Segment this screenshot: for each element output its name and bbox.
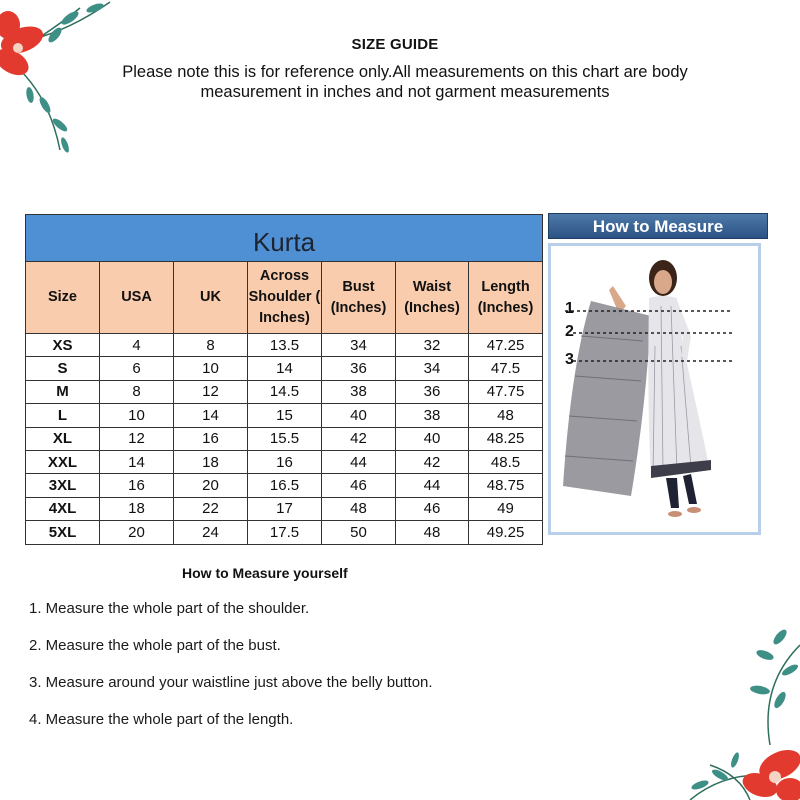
table-cell: 16.5 <box>248 474 322 497</box>
table-cell: 48.5 <box>469 450 543 473</box>
table-cell: 10 <box>174 357 248 380</box>
list-item: 2. Measure the whole part of the bust. <box>29 637 281 654</box>
table-cell: 44 <box>396 474 469 497</box>
table-cell: 48.75 <box>469 474 543 497</box>
marker-3: 3 <box>565 351 574 368</box>
table-cell: 12 <box>100 427 174 450</box>
table-cell: 14 <box>248 357 322 380</box>
table-cell: 18 <box>100 497 174 520</box>
table-cell: 20 <box>174 474 248 497</box>
table-cell: 16 <box>100 474 174 497</box>
size-cell: XL <box>26 427 100 450</box>
table-cell: 48 <box>322 497 396 520</box>
table-cell: 17.5 <box>248 521 322 544</box>
table-cell: 46 <box>322 474 396 497</box>
table-row <box>26 404 543 427</box>
marker-2: 2 <box>565 323 574 340</box>
page-title: SIZE GUIDE <box>351 36 439 53</box>
size-chart-table <box>25 214 543 545</box>
size-cell: XS <box>26 334 100 357</box>
table-cell: 18 <box>174 450 248 473</box>
column-header: USA <box>100 262 174 334</box>
table-cell: 6 <box>100 357 174 380</box>
table-cell: 14.5 <box>248 380 322 403</box>
table-cell: 36 <box>322 357 396 380</box>
instructions-list <box>29 600 433 748</box>
table-cell: 22 <box>174 497 248 520</box>
table-cell: 32 <box>396 334 469 357</box>
column-header: Waist (Inches) <box>396 262 469 334</box>
table-row <box>26 427 543 450</box>
table-cell: 50 <box>322 521 396 544</box>
size-cell: L <box>26 404 100 427</box>
column-header: UK <box>174 262 248 334</box>
size-cell: 4XL <box>26 497 100 520</box>
table-cell: 46 <box>396 497 469 520</box>
table-cell: 48 <box>396 521 469 544</box>
table-cell: 38 <box>396 404 469 427</box>
table-cell: 10 <box>100 404 174 427</box>
table-cell: 14 <box>174 404 248 427</box>
size-cell: XXL <box>26 450 100 473</box>
marker-1: 1 <box>565 300 574 317</box>
table-row <box>26 334 543 357</box>
table-cell: 17 <box>248 497 322 520</box>
instructions-heading: How to Measure yourself <box>182 565 348 581</box>
table-cell: 13.5 <box>248 334 322 357</box>
list-item: 1. Measure the whole part of the shoulder. <box>29 600 310 617</box>
table-cell: 38 <box>322 380 396 403</box>
table-cell: 34 <box>396 357 469 380</box>
table-cell: 42 <box>396 450 469 473</box>
column-header: Bust (Inches) <box>322 262 396 334</box>
table-title: Kurta <box>26 215 543 262</box>
table-cell: 20 <box>100 521 174 544</box>
table-cell: 12 <box>174 380 248 403</box>
table-row <box>26 380 543 403</box>
table-row <box>26 521 543 544</box>
table-cell: 40 <box>322 404 396 427</box>
page-subtitle: Please note this is for reference only.All measurements on this chart are body measurement in inches and not garment measurements <box>122 63 688 101</box>
table-header-row <box>26 262 543 334</box>
how-to-measure-header: How to Measure <box>548 213 768 239</box>
table-row <box>26 450 543 473</box>
table-cell: 34 <box>322 334 396 357</box>
column-header: Across Shoulder ( Inches) <box>248 262 322 334</box>
table-cell: 44 <box>322 450 396 473</box>
table-cell: 47.75 <box>469 380 543 403</box>
table-cell: 47.25 <box>469 334 543 357</box>
table-cell: 16 <box>174 427 248 450</box>
column-header: Length (Inches) <box>469 262 543 334</box>
table-cell: 49 <box>469 497 543 520</box>
model-figure-icon <box>551 246 758 532</box>
size-cell: 5XL <box>26 521 100 544</box>
table-row <box>26 497 543 520</box>
table-cell: 15.5 <box>248 427 322 450</box>
table-cell: 42 <box>322 427 396 450</box>
table-cell: 8 <box>174 334 248 357</box>
table-cell: 47.5 <box>469 357 543 380</box>
size-cell: M <box>26 380 100 403</box>
floral-decoration-icon <box>630 625 800 800</box>
table-cell: 48.25 <box>469 427 543 450</box>
column-header: Size <box>26 262 100 334</box>
table-cell: 16 <box>248 450 322 473</box>
size-cell: S <box>26 357 100 380</box>
list-item: 3. Measure around your waistline just above the belly button. <box>29 674 433 691</box>
table-cell: 48 <box>469 404 543 427</box>
table-row <box>26 474 543 497</box>
table-cell: 8 <box>100 380 174 403</box>
table-cell: 15 <box>248 404 322 427</box>
model-photo <box>548 243 761 535</box>
table-cell: 24 <box>174 521 248 544</box>
list-item: 4. Measure the whole part of the length. <box>29 711 294 728</box>
table-cell: 14 <box>100 450 174 473</box>
size-cell: 3XL <box>26 474 100 497</box>
table-cell: 40 <box>396 427 469 450</box>
table-cell: 36 <box>396 380 469 403</box>
table-cell: 49.25 <box>469 521 543 544</box>
table-row <box>26 357 543 380</box>
table-cell: 4 <box>100 334 174 357</box>
